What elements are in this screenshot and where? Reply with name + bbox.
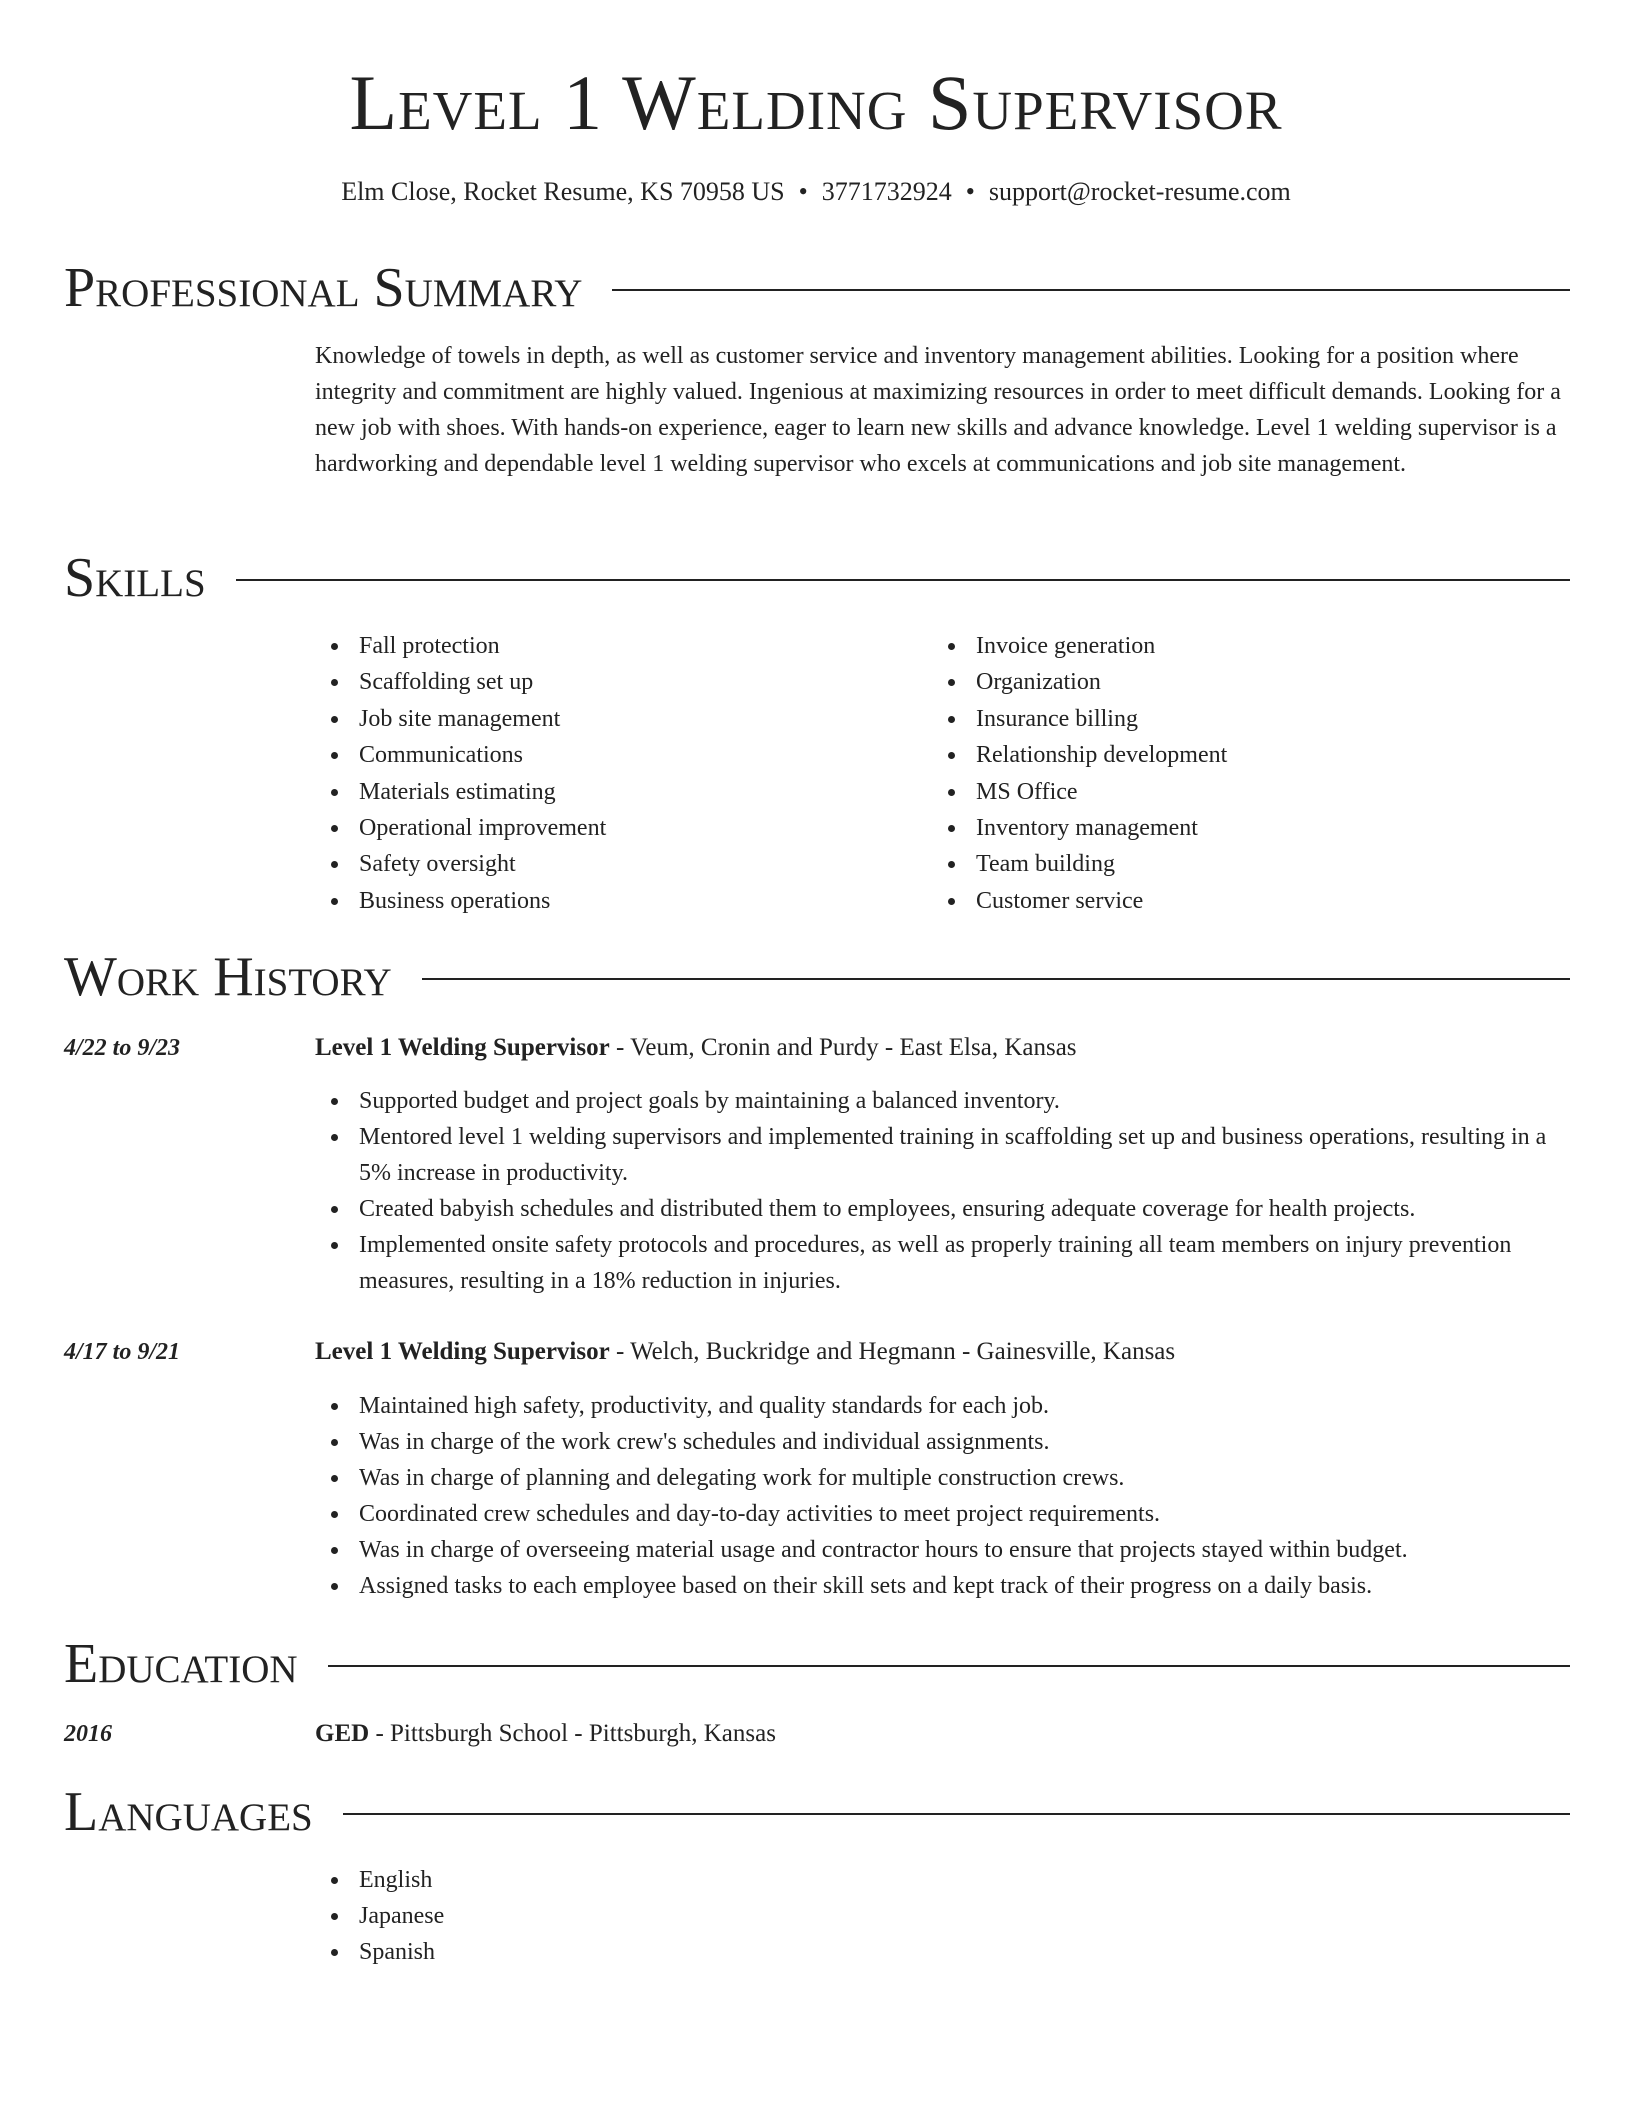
- job-bullet: Mentored level 1 welding supervisors and implemented training in scaffolding set up and business operations, resulting in a 5% increase in productivity.: [315, 1119, 1575, 1191]
- languages-list: [315, 1862, 1575, 1970]
- job-heading: [315, 1030, 1077, 1066]
- education-year: 2016: [64, 1721, 112, 1747]
- job-bullets: [315, 1083, 1575, 1299]
- contact-separator: •: [965, 177, 975, 206]
- skill-item: Safety oversight: [315, 846, 915, 882]
- job-dates: 4/22 to 9/23: [64, 1035, 181, 1061]
- skills-list-left: [315, 628, 915, 919]
- contact-email: support@rocket-resume.com: [988, 177, 1291, 206]
- job-heading: [315, 1334, 1175, 1370]
- education-degree: GED: [315, 1720, 370, 1747]
- skill-item: Customer service: [932, 883, 1532, 919]
- job-bullet-list: [315, 1388, 1575, 1604]
- summary-section-header: [64, 253, 1570, 323]
- skill-item: Insurance billing: [932, 701, 1532, 737]
- job-bullet-list: [315, 1083, 1575, 1299]
- skill-item: Relationship development: [932, 737, 1532, 773]
- skills-section-title: Skills: [64, 547, 206, 609]
- job-bullets: [315, 1388, 1575, 1604]
- job-bullet: Was in charge of the work crew's schedules and individual assignments.: [315, 1424, 1575, 1460]
- skill-item: Operational improvement: [315, 810, 915, 846]
- languages-block: [315, 1862, 1575, 1970]
- job-bullet: Coordinated crew schedules and day-to-day activities to meet project requirements.: [315, 1496, 1575, 1532]
- skills-column-right: [932, 628, 1532, 919]
- skill-item: Communications: [315, 737, 915, 773]
- job-employer: - Welch, Buckridge and Hegmann - Gainesville, Kansas: [609, 1338, 1176, 1365]
- work-section-header: [64, 942, 1570, 1012]
- languages-section-title: Languages: [64, 1781, 313, 1843]
- contact-address: Elm Close, Rocket Resume, KS 70958 US: [341, 177, 785, 206]
- summary-text: Knowledge of towels in depth, as well as customer service and inventory management abilities. Looking for a position where integrity and commitment are highly valued. Ingenious at maximizing resources in order to meet difficult demands. Looking for a new job with shoes. With hands-on experience, eager to learn new skills and advance knowledge. Level 1 welding supervisor is a hardworking and dependable level 1 welding supervisor who excels at communications and job site management.: [315, 343, 1561, 477]
- job-title: Level 1 Welding Supervisor: [315, 1338, 610, 1365]
- contact-phone: 3771732924: [821, 177, 952, 206]
- work-section-title: Work History: [64, 946, 392, 1008]
- skill-item: Job site management: [315, 701, 915, 737]
- skill-item: Materials estimating: [315, 774, 915, 810]
- job-bullet: Implemented onsite safety protocols and procedures, as well as properly training all team members on injury prevention measures, resulting in a 18% reduction in injuries.: [315, 1227, 1575, 1299]
- language-item: Japanese: [315, 1898, 1575, 1934]
- job-bullet: Supported budget and project goals by maintaining a balanced inventory.: [315, 1083, 1575, 1119]
- job-bullet: Assigned tasks to each employee based on their skill sets and kept track of their progress on a daily basis.: [315, 1568, 1575, 1604]
- job-dates: 4/17 to 9/21: [64, 1339, 181, 1365]
- education-section-title: Education: [64, 1633, 298, 1695]
- skill-item: Team building: [932, 846, 1532, 882]
- education-heading: [315, 1716, 776, 1752]
- skills-list-right: [932, 628, 1532, 919]
- section-divider: [343, 1813, 1570, 1815]
- job-bullet: Was in charge of planning and delegating work for multiple construction crews.: [315, 1460, 1575, 1496]
- job-bullet: Was in charge of overseeing material usage and contractor hours to ensure that projects stayed within budget.: [315, 1532, 1575, 1568]
- education-section-header: [64, 1629, 1570, 1699]
- candidate-name: Level 1 Welding Supervisor: [349, 59, 1283, 146]
- contact-separator: •: [798, 177, 808, 206]
- section-divider: [236, 579, 1570, 581]
- language-item: English: [315, 1862, 1575, 1898]
- skill-item: Organization: [932, 664, 1532, 700]
- contact-line: [0, 174, 1632, 210]
- education-school: - Pittsburgh School - Pittsburgh, Kansas: [369, 1720, 776, 1747]
- job-bullet: Maintained high safety, productivity, and quality standards for each job.: [315, 1388, 1575, 1424]
- skill-item: Invoice generation: [932, 628, 1532, 664]
- skill-item: Inventory management: [932, 810, 1532, 846]
- skill-item: Scaffolding set up: [315, 664, 915, 700]
- section-divider: [422, 978, 1570, 980]
- job-bullet: Created babyish schedules and distributed them to employees, ensuring adequate coverage for health projects.: [315, 1191, 1575, 1227]
- section-divider: [328, 1665, 1570, 1667]
- skill-item: Fall protection: [315, 628, 915, 664]
- section-divider: [612, 289, 1570, 291]
- skill-item: MS Office: [932, 774, 1532, 810]
- summary-section-title: Professional Summary: [64, 257, 583, 319]
- skills-section-header: [64, 543, 1570, 613]
- skill-item: Business operations: [315, 883, 915, 919]
- job-employer: - Veum, Cronin and Purdy - East Elsa, Kansas: [609, 1034, 1077, 1061]
- skills-column-left: [315, 628, 915, 919]
- languages-section-header: [64, 1777, 1570, 1847]
- job-title: Level 1 Welding Supervisor: [315, 1034, 610, 1061]
- language-item: Spanish: [315, 1934, 1575, 1970]
